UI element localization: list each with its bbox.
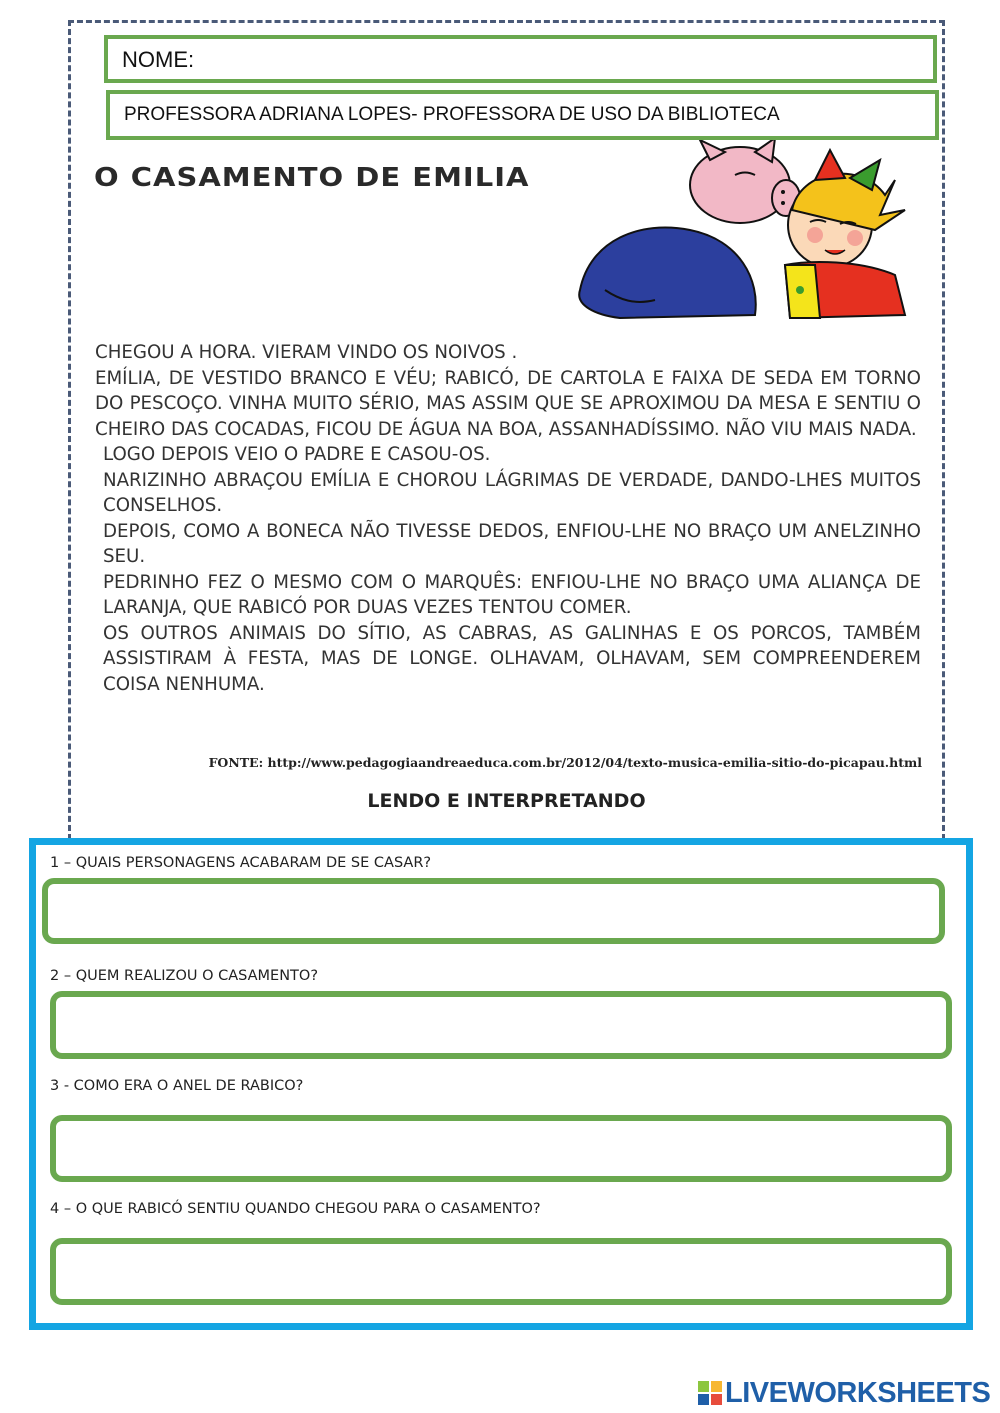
answer-field-1[interactable] xyxy=(42,878,945,944)
story-paragraph: EMÍLIA, DE VESTIDO BRANCO E VÉU; RABICÓ, DE CARTOLA E FAIXA DE SEDA EM TORNO DO PESCOÇO. VINHA MUITO SÉRIO, MAS ASSIM QUE SE APROXIMOU DA MESA E SENTIU O CHEIRO DAS COCADAS, FICOU DE ÁGUA NA BOA, ASSANHADÍSSIMO. NÃO VIU MAIS NADA. xyxy=(95,367,921,440)
story-paragraph: LOGO DEPOIS VEIO O PADRE E CASOU-OS. xyxy=(103,444,491,465)
question-4: 4 – O QUE RABICÓ SENTIU QUANDO CHEGOU PARA O CASAMENTO? xyxy=(50,1201,541,1217)
question-2: 2 – QUEM REALIZOU O CASAMENTO? xyxy=(50,968,319,984)
teacher-box xyxy=(106,90,939,140)
story-paragraph: DEPOIS, COMO A BONECA NÃO TIVESSE DEDOS, ENFIOU-LHE NO BRAÇO UM ANELZINHO SEU. xyxy=(103,520,921,567)
brand-name: LIVEWORKSHEETS xyxy=(725,1376,991,1409)
story-title: O CASAMENTO DE EMILIA xyxy=(94,161,530,193)
liveworksheets-logo-icon xyxy=(698,1381,722,1405)
question-3: 3 - COMO ERA O ANEL DE RABICO? xyxy=(50,1078,304,1094)
story-text xyxy=(95,340,921,697)
answer-field-4[interactable] xyxy=(50,1238,952,1305)
story-paragraph: OS OUTROS ANIMAIS DO SÍTIO, AS CABRAS, AS GALINHAS E OS PORCOS, TAMBÉM ASSISTIRAM À FESTA, MAS DE LONGE. OLHAVAM, OLHAVAM, SEM COMPREENDEREM COISA NENHUMA. xyxy=(103,622,921,695)
answer-field-3[interactable] xyxy=(50,1115,952,1182)
liveworksheets-brand xyxy=(698,1376,990,1410)
question-1: 1 – QUAIS PERSONAGENS ACABARAM DE SE CASAR? xyxy=(50,855,432,871)
name-label: NOME: xyxy=(122,47,195,72)
name-field[interactable] xyxy=(104,35,937,83)
story-paragraph: NARIZINHO ABRAÇOU EMÍLIA E CHOROU LÁGRIMAS DE VERDADE, DANDO-LHES MUITOS CONSELHOS. xyxy=(103,469,921,516)
story-source: FONTE: http://www.pedagogiaandreaeduca.com.br/2012/04/texto-musica-emilia-sitio-do-picapau.html xyxy=(208,755,922,770)
section-heading: LENDO E INTERPRETANDO xyxy=(367,790,646,812)
rabico-emilia-illustration xyxy=(560,140,930,325)
answer-field-2[interactable] xyxy=(50,991,952,1059)
teacher-line: PROFESSORA ADRIANA LOPES- PROFESSORA DE USO DA BIBLIOTECA xyxy=(124,104,780,125)
story-paragraph: PEDRINHO FEZ O MESMO COM O MARQUÊS: ENFIOU-LHE NO BRAÇO UMA ALIANÇA DE LARANJA, QUE RABICÓ POR DUAS VEZES TENTOU COMER. xyxy=(103,571,921,618)
story-paragraph: CHEGOU A HORA. VIERAM VINDO OS NOIVOS . xyxy=(95,342,518,363)
